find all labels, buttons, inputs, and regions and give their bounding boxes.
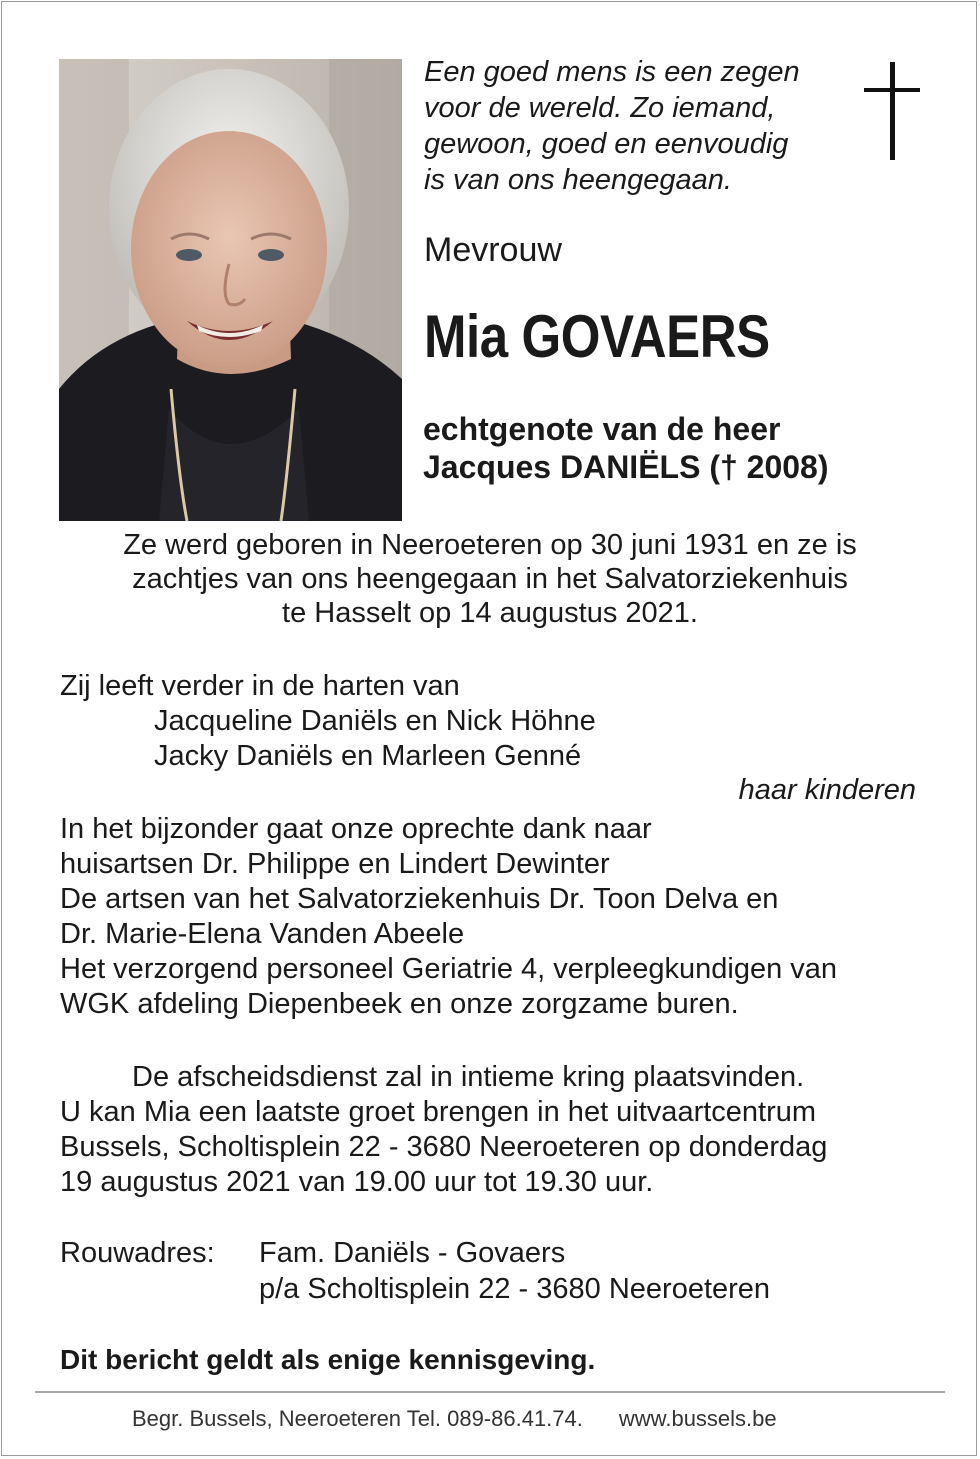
- thanks-line: WGK afdeling Diepenbeek en onze zorgzame buren.: [60, 988, 739, 1020]
- website-link[interactable]: www.bussels.be: [618, 1406, 777, 1431]
- lives-on-text: Zij leeft verder in de harten van: [60, 670, 460, 702]
- portrait-photo: [59, 59, 402, 521]
- child-entry: Jacky Daniëls en Marleen Genné: [154, 740, 582, 772]
- spouse-line: Jacques DANIËLS († 2008): [423, 449, 829, 485]
- birth-death-paragraph: [60, 528, 920, 630]
- opening-poem: [424, 54, 844, 198]
- notice-text: Dit bericht geldt als enige kennisgeving.: [60, 1344, 596, 1375]
- honorific: Mevrouw: [424, 231, 562, 269]
- poem-line: gewoon, goed en eenvoudig: [424, 128, 789, 160]
- funeral-home-contact: Begr. Bussels, Neeroeteren Tel. 089-86.41.74.: [132, 1406, 583, 1431]
- address-line: Fam. Daniëls - Govaers: [259, 1237, 566, 1269]
- service-line: U kan Mia een laatste groet brengen in het uitvaartcentrum: [60, 1096, 817, 1128]
- rouwadres-label: Rouwadres:: [60, 1237, 215, 1269]
- birth-line: zachtjes van ons heengegaan in het Salvatorziekenhuis: [132, 563, 848, 595]
- service-line: 19 augustus 2021 van 19.00 uur tot 19.30 uur.: [60, 1166, 654, 1198]
- thanks-paragraph: [60, 812, 940, 1022]
- child-entry: Jacqueline Daniëls en Nick Höhne: [154, 705, 596, 737]
- deceased-name: Mia GOVAERS: [424, 303, 770, 370]
- portrait-illustration: [59, 59, 402, 521]
- thanks-line: De artsen van het Salvatorziekenhuis Dr. Toon Delva en: [60, 883, 779, 915]
- footer: [132, 1405, 777, 1433]
- birth-line: te Hasselt op 14 augustus 2021.: [282, 597, 698, 629]
- service-paragraph: [60, 1060, 940, 1200]
- service-line: De afscheidsdienst zal in intieme kring plaatsvinden.: [132, 1061, 805, 1093]
- rouwadres-address: [259, 1235, 770, 1307]
- footer-divider: [35, 1391, 945, 1393]
- birth-line: Ze werd geboren in Neeroeteren op 30 juni 1931 en ze is: [123, 529, 857, 561]
- poem-line: is van ons heengegaan.: [424, 164, 732, 196]
- address-line: p/a Scholtisplein 22 - 3680 Neeroeteren: [259, 1273, 771, 1305]
- service-line: Bussels, Scholtisplein 22 - 3680 Neeroeteren op donderdag: [60, 1131, 828, 1163]
- poem-line: voor de wereld. Zo iemand,: [424, 92, 776, 124]
- cross-icon: [862, 62, 922, 160]
- spouse-line: echtgenote van de heer: [423, 411, 781, 447]
- children-label: haar kinderen: [738, 774, 916, 806]
- thanks-line: Het verzorgend personeel Geriatrie 4, verpleegkundigen van: [60, 953, 838, 985]
- spouse-info: [423, 410, 829, 486]
- thanks-line: In het bijzonder gaat onze oprechte dank naar: [60, 813, 652, 845]
- thanks-line: huisartsen Dr. Philippe en Lindert Dewinter: [60, 848, 610, 880]
- thanks-line: Dr. Marie-Elena Vanden Abeele: [60, 918, 465, 950]
- poem-line: Een goed mens is een zegen: [424, 56, 800, 88]
